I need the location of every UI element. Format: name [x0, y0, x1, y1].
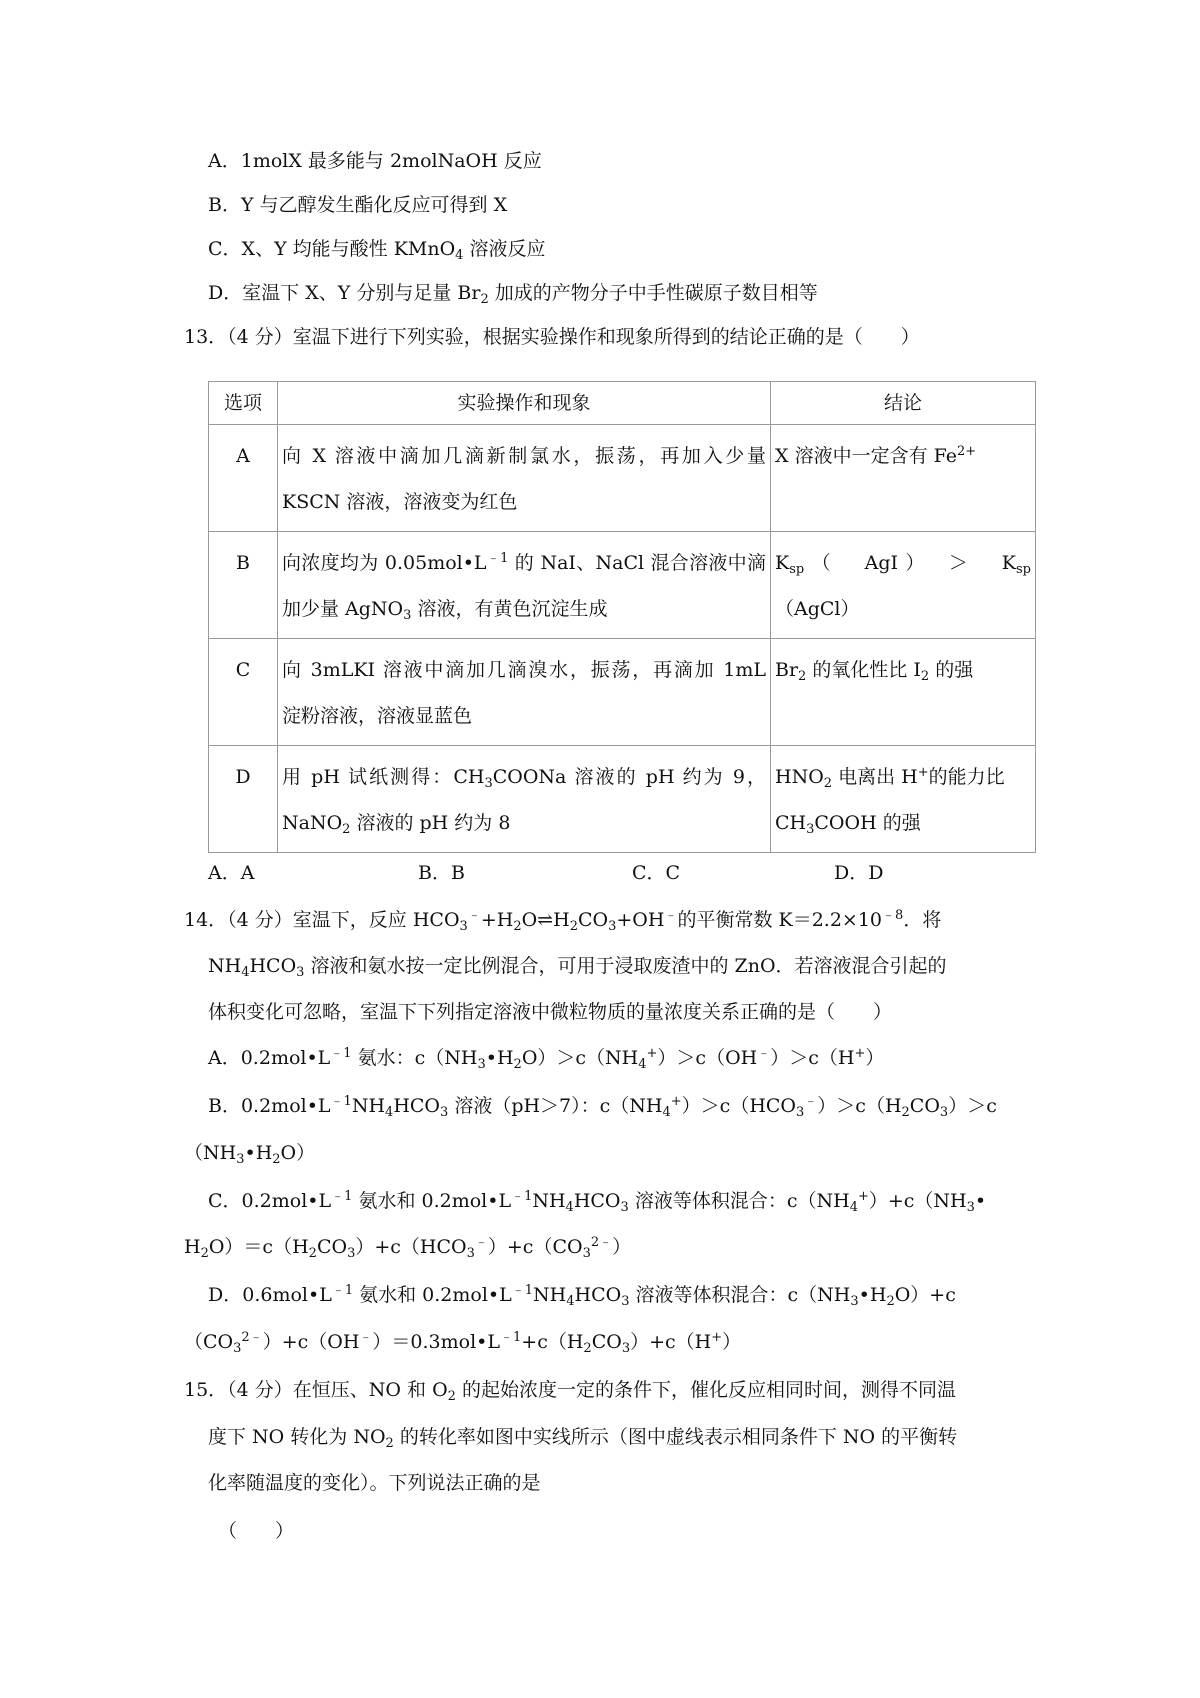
row-option: A: [209, 425, 278, 532]
q13-answer-b: B．B: [418, 862, 465, 884]
q13-answer-a: A．A: [208, 862, 255, 884]
header-conclusion: 结论: [771, 382, 1036, 425]
q13-stem: 13．（4 分）室温下进行下列实验，根据实验操作和现象所得到的结论正确的是（ ）: [184, 326, 920, 348]
row-operation: 向 X 溶液中滴加几滴新制氯水，振荡，再加入少量 KSCN 溶液，溶液变为红色: [278, 425, 771, 532]
q14-option-c-line2: $H_2O)=c(H_2CO_3)+c(HCO_3^﹣)+c(CO_3^{2﹣})$: [184, 1235, 632, 1261]
row-conclusion: X 溶液中一定含有 $Fe^{2+}$: [771, 425, 1036, 532]
table-row: [209, 425, 1036, 532]
row-operation: 用 pH 试纸测得：$CH_3COONa$ 溶液的 pH 约为 9， NaNO$_2$ 溶液的 pH 约为 8: [278, 746, 771, 853]
q15-answer-blank: （ ）: [218, 1520, 295, 1542]
row-conclusion: $Br_2$ 的氧化性比 $I_2$ 的强: [771, 639, 1036, 746]
q12-option-d: D．室温下 X、Y 分别与足量 $Br_2$ 加成的产物分子中手性碳原子数目相等: [208, 282, 818, 307]
q14-option-c-line1: C．$0.2mol•L^{﹣1}$ 氨水和 $0.2mol•L^{﹣1}NH_4HCO_3$ 溶液等体积混合：$c(NH_4^+)+c(NH_3•$: [208, 1189, 987, 1215]
q13-answer-options: [208, 858, 883, 885]
q12-option-c: C．X、Y 均能与酸性 KMnO$_4$ 溶液反应: [208, 238, 546, 263]
q13-answer-d: D．D: [834, 862, 884, 884]
table-row: [209, 532, 1036, 639]
row-option: C: [209, 639, 278, 746]
q14-option-b-line1: B．$0.2mol•L^{﹣1}NH_4HCO_3$ 溶液（pH＞7）：$c(NH_4^+)>c(HCO_3^﹣)>c(H_2CO_3)>c$: [208, 1094, 997, 1120]
q15-stem-line3: 化率随温度的变化）。下列说法正确的是: [208, 1472, 541, 1494]
q14-option-d-line1: D．$0.6mol•L^{﹣1}$ 氨水和 $0.2mol•L^{﹣1}NH_4HCO_3$ 溶液等体积混合：$c(NH_3•H_2O)+c$: [208, 1283, 956, 1309]
q14-stem-line1: 14．（4 分）室温下，反应 $HCO_3^﹣+H_2O\rightleftharpoons H_2CO_3+OH^﹣$的平衡常数 $K=2.2\times 10^{﹣8}$．将: [184, 908, 942, 934]
q14-stem-line2: $NH_4HCO_3$ 溶液和氨水按一定比例混合，可用于浸取废渣中的 ZnO．若溶液混合引起的: [208, 955, 947, 980]
row-operation: 向浓度均为 $0.05mol•L^{﹣1}$ 的 NaI、NaCl 混合溶液中滴 加少量 AgNO$_3$ 溶液，有黄色沉淀生成: [278, 532, 771, 639]
q15-stem-line2: 度下 NO 转化为 $NO_2$ 的转化率如图中实线所示（图中虚线表示相同条件下 NO 的平衡转: [208, 1426, 958, 1451]
row-conclusion: $HNO_2$ 电离出 H+的能力比 $CH_3COOH$ 的强: [771, 746, 1036, 853]
q14-option-d-line2: $(CO_3^{2﹣})+c(OH^﹣)=0.3mol•L^{﹣1}+c(H_2CO_3)+c(H^+)$: [184, 1330, 742, 1356]
table-header-row: [209, 382, 1036, 425]
q12-option-a: A．1molX 最多能与 2molNaOH 反应: [208, 150, 542, 172]
q14-option-b-line2: $(NH_3•H_2O)$: [184, 1142, 316, 1167]
table-row: [209, 639, 1036, 746]
q13-answer-c: C．C: [632, 862, 681, 884]
q13-experiment-table: [208, 381, 1036, 853]
header-option: 选项: [209, 382, 278, 425]
q14-stem-line3: 体积变化可忽略，室温下下列指定溶液中微粒物质的量浓度关系正确的是（ ）: [208, 1001, 893, 1023]
table-row: [209, 746, 1036, 853]
q14-option-a: A．$0.2mol•L^{﹣1}$ 氨水：$c(NH_3•H_2O)>c(NH_4^+)>c(OH^﹣)>c(H^+)$: [208, 1046, 885, 1072]
header-operation: 实验操作和现象: [278, 382, 771, 425]
q15-stem-line1: 15．（4 分）在恒压、NO 和 $O_2$ 的起始浓度一定的条件下，催化反应相同时间，测得不同温: [184, 1379, 956, 1404]
row-option: D: [209, 746, 278, 853]
row-option: B: [209, 532, 278, 639]
row-conclusion: $K_{sp}$（ AgI） ＞ $K_{sp}$ （AgCl）: [771, 532, 1036, 639]
row-operation: 向 3mLKI 溶液中滴加几滴溴水，振荡，再滴加 1mL 淀粉溶液，溶液显蓝色: [278, 639, 771, 746]
q12-option-b: B．Y 与乙醇发生酯化反应可得到 X: [208, 194, 508, 216]
